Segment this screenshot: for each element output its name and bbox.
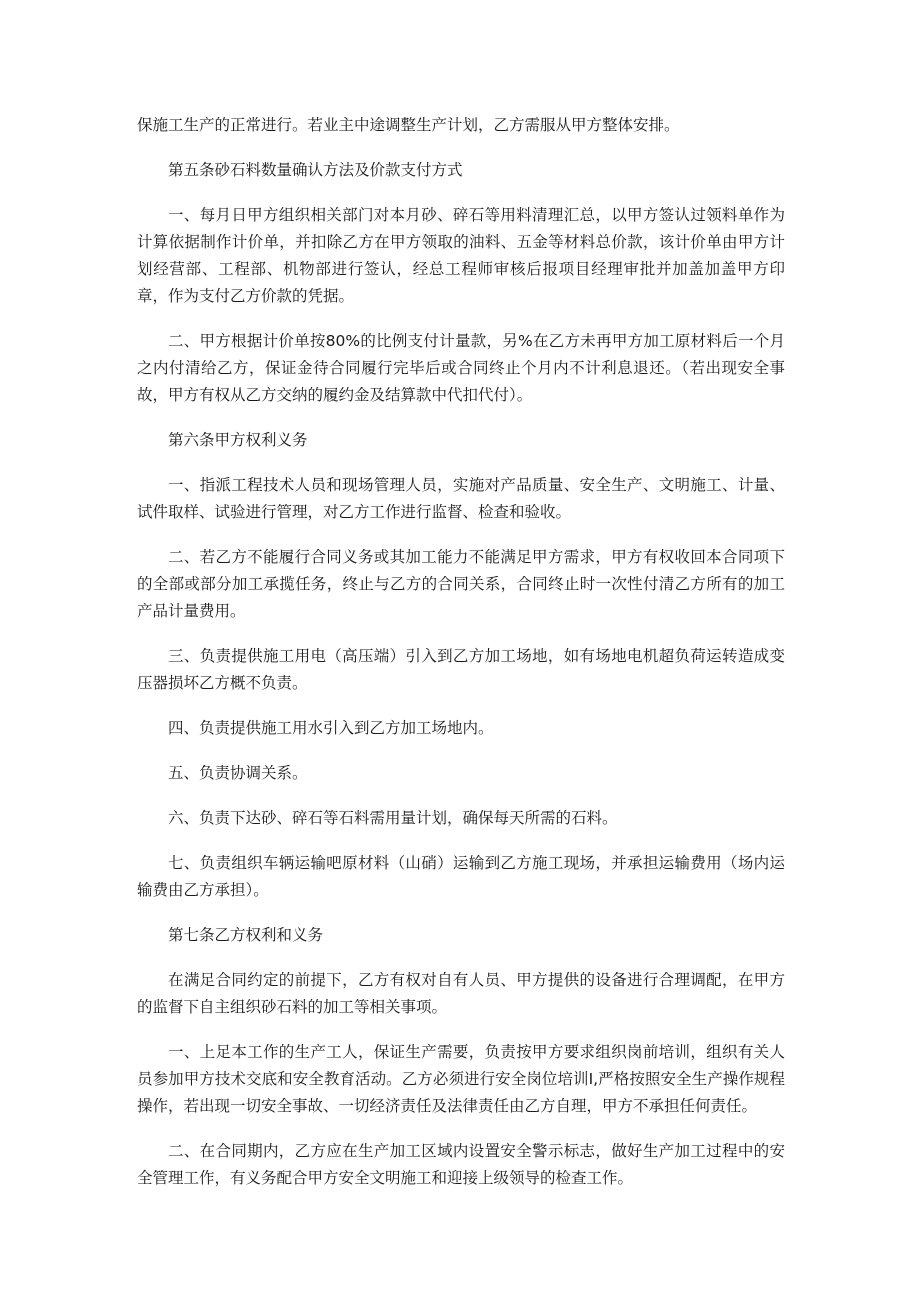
article5-clause1: 一、每月日甲方组织相关部门对本月砂、碎石等用料清理汇总，以甲方签认过领料单作为计算依据制作计价单，并扣除乙方在甲方领取的油料、五金等材料总价款，该计价单由甲方计划经营部、工程部、机物部进行签认，经总工程师审核后报项目经理审批并加盖加盖甲方印章，作为支付乙方价款的凭据。 [137,206,785,305]
article6-clause3: 三、负责提供施工用电（高压端）引入到乙方加工场地，如有场地电机超负荷运转造成变压器损坏乙方概不负责。 [137,647,785,692]
article6-clause5: 五、负责协调关系。 [168,764,308,782]
article7-intro: 在满足合同约定的前提下，乙方有权对自有人员、甲方提供的设备进行合理调配，在甲方的监督下自主组织砂石料的加工等相关事项。 [137,971,785,1016]
article6-clause4: 四、负责提供施工用水引入到乙方加工场地内。 [168,719,494,737]
document-page [137,112,785,1210]
article5-clause2: 二、甲方根据计价单按80%的比例支付计量款，另%在乙方未再甲方加工原材料后一个月之内付清给乙方，保证金待合同履行完毕后或合同终止个月内不计利息退还。（若出现安全事故，甲方有权从乙方交纳的履约金及结算款中代扣代付）。 [137,332,785,404]
article6-clause7: 七、负责组织车辆运输吧原材料（山硝）运输到乙方施工现场，并承担运输费用（场内运输费由乙方承担）。 [137,854,785,899]
article6-clause2: 二、若乙方不能履行合同义务或其加工能力不能满足甲方需求，甲方有权收回本合同项下的全部或部分加工承揽任务，终止与乙方的合同关系，合同终止时一次性付清乙方所有的加工产品计量费用。 [137,548,785,620]
article6-clause1: 一、指派工程技术人员和现场管理人员，实施对产品质量、安全生产、文明施工、计量、试件取样、试验进行管理，对乙方工作进行监督、检查和验收。 [137,476,785,521]
article6-heading: 第六条甲方权利义务 [168,431,308,449]
article6-clause6: 六、负责下达砂、碎石等石料需用量计划，确保每天所需的石料。 [168,809,618,827]
continuation-paragraph: 保施工生产的正常进行。若业主中途调整生产计划，乙方需服从甲方整体安排。 [137,116,680,134]
article7-clause1: 一、上足本工作的生产工人，保证生产需要，负责按甲方要求组织岗前培训，组织有关人员参加甲方技术交底和安全教育活动。乙方必须进行安全岗位培训I,严格按照安全生产操作规程操作，若出现一切安全事故、一切经济责任及法律责任由乙方自理，甲方不承担任何责任。 [137,1043,785,1115]
article7-clause2: 二、在合同期内，乙方应在生产加工区域内设置安全警示标志，做好生产加工过程中的安全管理工作，有义务配合甲方安全文明施工和迎接上级领导的检查工作。 [137,1142,785,1187]
article7-heading: 第七条乙方权利和义务 [168,926,324,944]
article5-heading: 第五条砂石料数量确认方法及价款支付方式 [168,161,463,179]
